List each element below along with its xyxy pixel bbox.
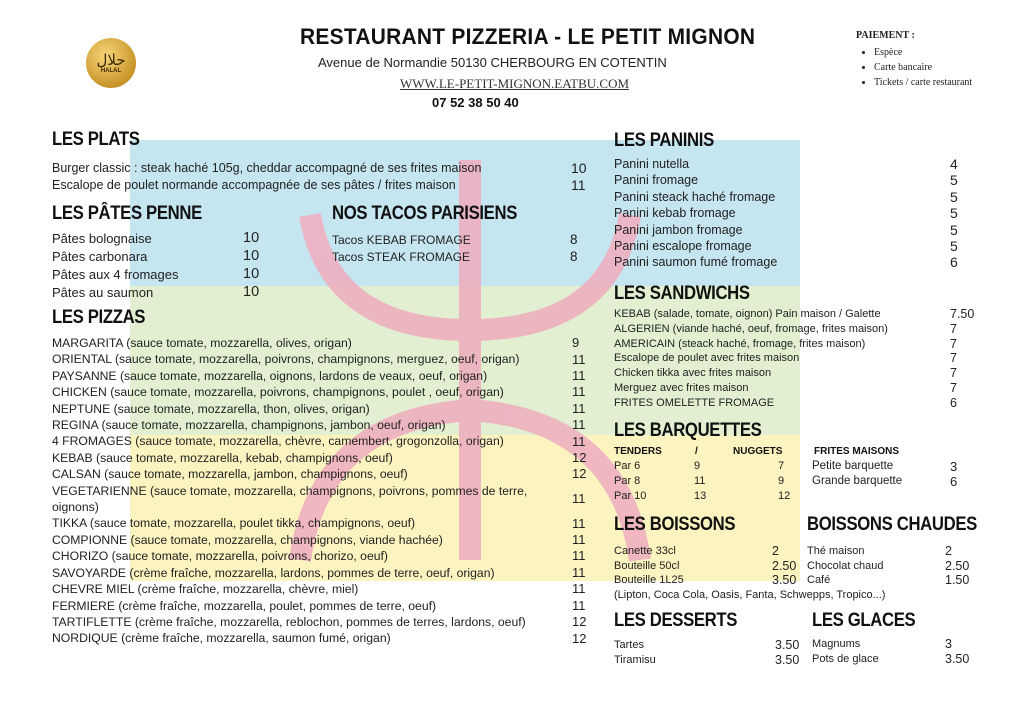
pizza-item-name: PAYSANNE (sauce tomate, mozzarella, oignons, lardons de veaux, oeuf, origan): [52, 368, 488, 383]
desserts-item-name: Tiramisu: [614, 654, 656, 666]
pates-item-price: 10: [243, 266, 260, 282]
boissons-item-price: 2.50: [772, 558, 797, 573]
tacos-item-name: Tacos KEBAB FROMAGE: [332, 233, 471, 247]
sandwichs-item-name: FRITES OMELETTE FROMAGE: [614, 396, 775, 409]
pizza-item-price: 11: [572, 351, 586, 367]
pizza-item: [52, 613, 587, 630]
chaudes-item-price: 2.50: [945, 558, 970, 573]
pizza-item-name: REGINA (sauce tomate, mozzarella, champignons, jambon, oeuf, origan): [52, 418, 446, 433]
pizza-item: [52, 466, 587, 482]
pizza-item-name: KEBAB (sauce tomate, mozzarella, kebab, champignons, oeuf): [52, 450, 393, 465]
pates-item-name: Pâtes au saumon: [52, 285, 154, 300]
pizza-item-name: MARGARITA (sauce tomate, mozzarella, olives, origan): [52, 336, 352, 350]
tacos-item-price: 8: [570, 248, 578, 264]
payment-info: [856, 30, 972, 90]
sandwichs-item-name: ALGERIEN (viande haché, oeuf, fromage, frites maison): [614, 322, 888, 335]
pizza-item-price: 11: [572, 531, 586, 547]
pizza-item: [52, 335, 580, 351]
boissons-item-price: 3.50: [772, 573, 797, 588]
paninis-item-price: 6: [950, 254, 958, 271]
glaces-item-name: Pots de glace: [812, 653, 879, 665]
pizza-item-name: COMPIONNE (sauce tomate, mozzarella, champignons, viande hachée): [52, 532, 443, 547]
sandwichs-item-price: 7.50: [950, 307, 975, 321]
desserts-item-name: Tartes: [614, 639, 644, 651]
plats-item-price: 11: [571, 176, 586, 193]
barquette-nuggets-price: 9: [778, 475, 785, 487]
barquettes-col-header: NUGGETS: [733, 446, 783, 457]
plats-heading: LES PLATS: [52, 129, 140, 150]
pizza-item-price: 12: [572, 449, 587, 465]
pates-item-name: Pâtes carbonara: [52, 249, 148, 264]
barquettes-heading: LES BARQUETTES: [614, 420, 762, 441]
pates-item-name: Pâtes aux 4 fromages: [52, 267, 179, 282]
pizza-item: [52, 384, 586, 400]
website-link[interactable]: WWW.LE-PETIT-MIGNON.EATBU.COM: [400, 76, 630, 91]
payment-title: PAIEMENT :: [856, 30, 915, 41]
chaudes-item-name: Thé maison: [807, 545, 865, 557]
boissons-item-price: 2: [772, 544, 779, 558]
frites-item-name: Grande barquette: [812, 475, 903, 487]
paninis-item-price: 5: [950, 238, 958, 254]
halal-logo: حلال HALAL: [86, 38, 136, 88]
sandwichs-item-price: 7: [950, 351, 957, 366]
barquette-nuggets-price: 12: [778, 490, 791, 502]
paninis-item-price: 5: [950, 221, 958, 238]
pizza-item: [52, 548, 586, 564]
paninis-item-name: Panini steack haché fromage: [614, 189, 776, 204]
glaces-item-price: 3.50: [945, 652, 970, 666]
pizza-item-price: 11: [572, 564, 586, 580]
pizzas-list: [52, 335, 587, 647]
pizza-item-price: 11: [572, 367, 586, 383]
barquette-label: Par 10: [614, 490, 647, 502]
plats-item-price: 10: [571, 160, 587, 176]
pates-item-name: Pâtes bolognaise: [52, 231, 152, 246]
tacos-item-name: Tacos STEAK FROMAGE: [332, 249, 471, 264]
boissons-item-name: Bouteille 50cl: [614, 559, 680, 572]
barquette-tenders-price: 11: [694, 475, 706, 487]
pizza-item-price: 11: [572, 581, 586, 597]
pizzas-heading: LES PIZZAS: [52, 307, 146, 328]
pizza-item: [52, 367, 586, 384]
sandwichs-item-price: 6: [950, 395, 957, 410]
pizza-item-price: 11: [572, 597, 586, 613]
pizza-item-price: 11: [572, 433, 586, 449]
barquettes-col-header: TENDERS: [614, 446, 662, 457]
pizza-item-name: SAVOYARDE (crème fraîche, mozzarella, lardons, pommes de terre, oeuf, origan): [52, 565, 495, 580]
pizza-item: [52, 630, 587, 646]
pates-item-price: 10: [243, 248, 260, 264]
pizza-item-price: 11: [572, 384, 586, 400]
pizza-item-name: NORDIQUE (crème fraîche, mozzarella, saumon fumé, origan): [52, 631, 391, 646]
sandwichs-item-name: KEBAB (salade, tomate, oignon) Pain maison / Galette: [614, 308, 881, 320]
pates-item-price: 10: [243, 230, 260, 246]
pizza-item: [52, 564, 586, 581]
paninis-item-price: 5: [950, 188, 958, 205]
pizza-item-name: CALSAN (sauce tomate, mozzarella, jambon, champignons, oeuf): [52, 467, 408, 482]
payment-method: • Tickets / carte restaurant: [874, 75, 972, 90]
pizza-item-name: TIKKA (sauce tomate, mozzarella, poulet tikka, champignons, oeuf): [52, 516, 416, 531]
sandwichs-item-name: Merguez avec frites maison: [614, 382, 749, 394]
barquette-label: Par 6: [614, 460, 641, 472]
payment-method: • Espèce: [874, 45, 972, 60]
pizza-item: [52, 581, 586, 597]
barquette-tenders-price: 13: [694, 490, 707, 502]
pates-heading: LES PÂTES PENNE: [52, 203, 202, 224]
glaces-item-name: Magnums: [812, 638, 861, 650]
sandwichs-item-name: Escalope de poulet avec frites maison: [614, 352, 800, 365]
pizza-item-price: 11: [572, 490, 586, 506]
pizza-item-price: 11: [572, 515, 586, 531]
sandwichs-item-price: 7: [950, 381, 957, 395]
paninis-item-name: Panini saumon fumé fromage: [614, 255, 778, 270]
paninis-item-name: Panini fromage: [614, 173, 699, 188]
pizza-item-price: 12: [572, 630, 587, 646]
frites-heading: FRITES MAISONS: [814, 446, 900, 457]
barquette-nuggets-price: 7: [778, 460, 785, 472]
pizza-item-name: NEPTUNE (sauce tomate, mozzarella, thon, olives, origan): [52, 401, 370, 416]
sandwichs-item-price: 7: [950, 336, 957, 351]
pizza-item: [52, 417, 586, 433]
barquette-tenders-price: 9: [694, 460, 701, 472]
frites-item-price: 3: [950, 459, 958, 474]
pizza-item-name: 4 FROMAGES (sauce tomate, mozzarella, chèvre, camembert, grogonzolla, origan): [52, 434, 504, 449]
pizza-item-name: TARTIFLETTE (crème fraîche, mozzarella, reblochon, pommes de terres, lardons, oeuf): [52, 614, 526, 629]
pates-item-price: 10: [243, 284, 260, 300]
chaudes-heading: BOISSONS CHAUDES: [807, 514, 977, 535]
address: Avenue de Normandie 50130 CHERBOURG EN COTENTIN: [318, 55, 667, 70]
sandwichs-item-price: 7: [950, 366, 957, 381]
pizza-item-name: CHICKEN (sauce tomate, mozzarella, poivrons, champignons, poulet , oeuf, origan): [52, 385, 504, 400]
barquette-label: Par 8: [614, 475, 641, 487]
barquettes-col-header: /: [695, 446, 698, 457]
pizza-item-name: VEGETARIENNE (sauce tomate, mozzarella, champignons, poivrons, pommes de terre, oignons): [52, 483, 528, 515]
glaces-heading: LES GLACES: [812, 610, 916, 631]
pizza-item: [52, 597, 586, 614]
tacos-item-price: 8: [570, 232, 578, 247]
pizza-item-name: FERMIERE (crème fraîche, mozzarella, poulet, pommes de terre, oeuf): [52, 598, 437, 613]
pizza-item: [52, 351, 586, 367]
boissons-heading: LES BOISSONS: [614, 514, 736, 535]
chaudes-item-price: 2: [945, 544, 952, 558]
plats-item-name: Burger classic : steak haché 105g, cheddar accompagné de ses frites maison: [52, 161, 482, 175]
pizza-item-price: 12: [572, 466, 587, 482]
pizza-item: [52, 400, 586, 417]
plats-item-name: Escalope de poulet normande accompagnée de ses pâtes / frites maison: [52, 177, 456, 192]
paninis-item-name: Panini kebab fromage: [614, 206, 736, 221]
pizza-item: [52, 483, 586, 516]
sandwichs-item-price: 7: [950, 321, 957, 336]
pizza-item-price: 11: [572, 548, 586, 564]
pizza-item-price: 9: [572, 335, 580, 350]
boissons-note: (Lipton, Coca Cola, Oasis, Fanta, Schwepps, Tropico...): [614, 589, 886, 601]
paninis-item-price: 5: [950, 172, 958, 189]
sandwichs-item-name: Chicken tikka avec frites maison: [614, 367, 772, 380]
pizza-item: [52, 515, 586, 531]
pizza-item-name: CHEVRE MIEL (crème fraîche, mozzarella, chèvre, miel): [52, 582, 359, 597]
restaurant-title: RESTAURANT PIZZERIA - LE PETIT MIGNON: [300, 24, 756, 49]
chaudes-item-price: 1.50: [945, 573, 970, 588]
phone-number: 07 52 38 50 40: [432, 95, 519, 110]
paninis-item-name: Panini nutella: [614, 157, 690, 171]
pizza-item-price: 11: [572, 400, 586, 416]
chaudes-item-name: Chocolat chaud: [807, 559, 884, 572]
sandwichs-heading: LES SANDWICHS: [614, 283, 750, 304]
chaudes-item-name: Café: [807, 574, 831, 587]
frites-item-price: 6: [950, 474, 958, 489]
paninis-item-price: 5: [950, 205, 958, 222]
pizza-item: [52, 433, 586, 449]
pizza-item-name: CHORIZO (sauce tomate, mozzarella, poivrons, chorizo, oeuf): [52, 549, 388, 564]
pizza-item-price: 11: [572, 417, 586, 433]
paninis-item-name: Panini escalope fromage: [614, 239, 752, 253]
pizza-item-name: ORIENTAL (sauce tomate, mozzarella, poivrons, champignons, merguez, oeuf, origan): [52, 352, 520, 367]
desserts-item-price: 3.50: [775, 638, 800, 652]
sandwichs-item-name: AMERICAIN (steack haché, fromage, frites maison): [614, 337, 866, 350]
desserts-heading: LES DESSERTS: [614, 610, 738, 631]
pizza-item: [52, 531, 586, 548]
pizza-item: [52, 449, 587, 466]
paninis-item-price: 4: [950, 156, 958, 172]
paninis-heading: LES PANINIS: [614, 130, 714, 151]
glaces-item-price: 3: [945, 637, 952, 651]
desserts-item-price: 3.50: [775, 653, 800, 667]
boissons-item-name: Bouteille 1L25: [614, 574, 684, 587]
payment-method: • Carte bancaire: [874, 60, 972, 75]
boissons-item-name: Canette 33cl: [614, 545, 676, 557]
tacos-heading: NOS TACOS PARISIENS: [332, 203, 518, 224]
paninis-item-name: Panini jambon fromage: [614, 222, 743, 237]
frites-item-name: Petite barquette: [812, 460, 894, 472]
pizza-item-price: 12: [572, 613, 587, 629]
